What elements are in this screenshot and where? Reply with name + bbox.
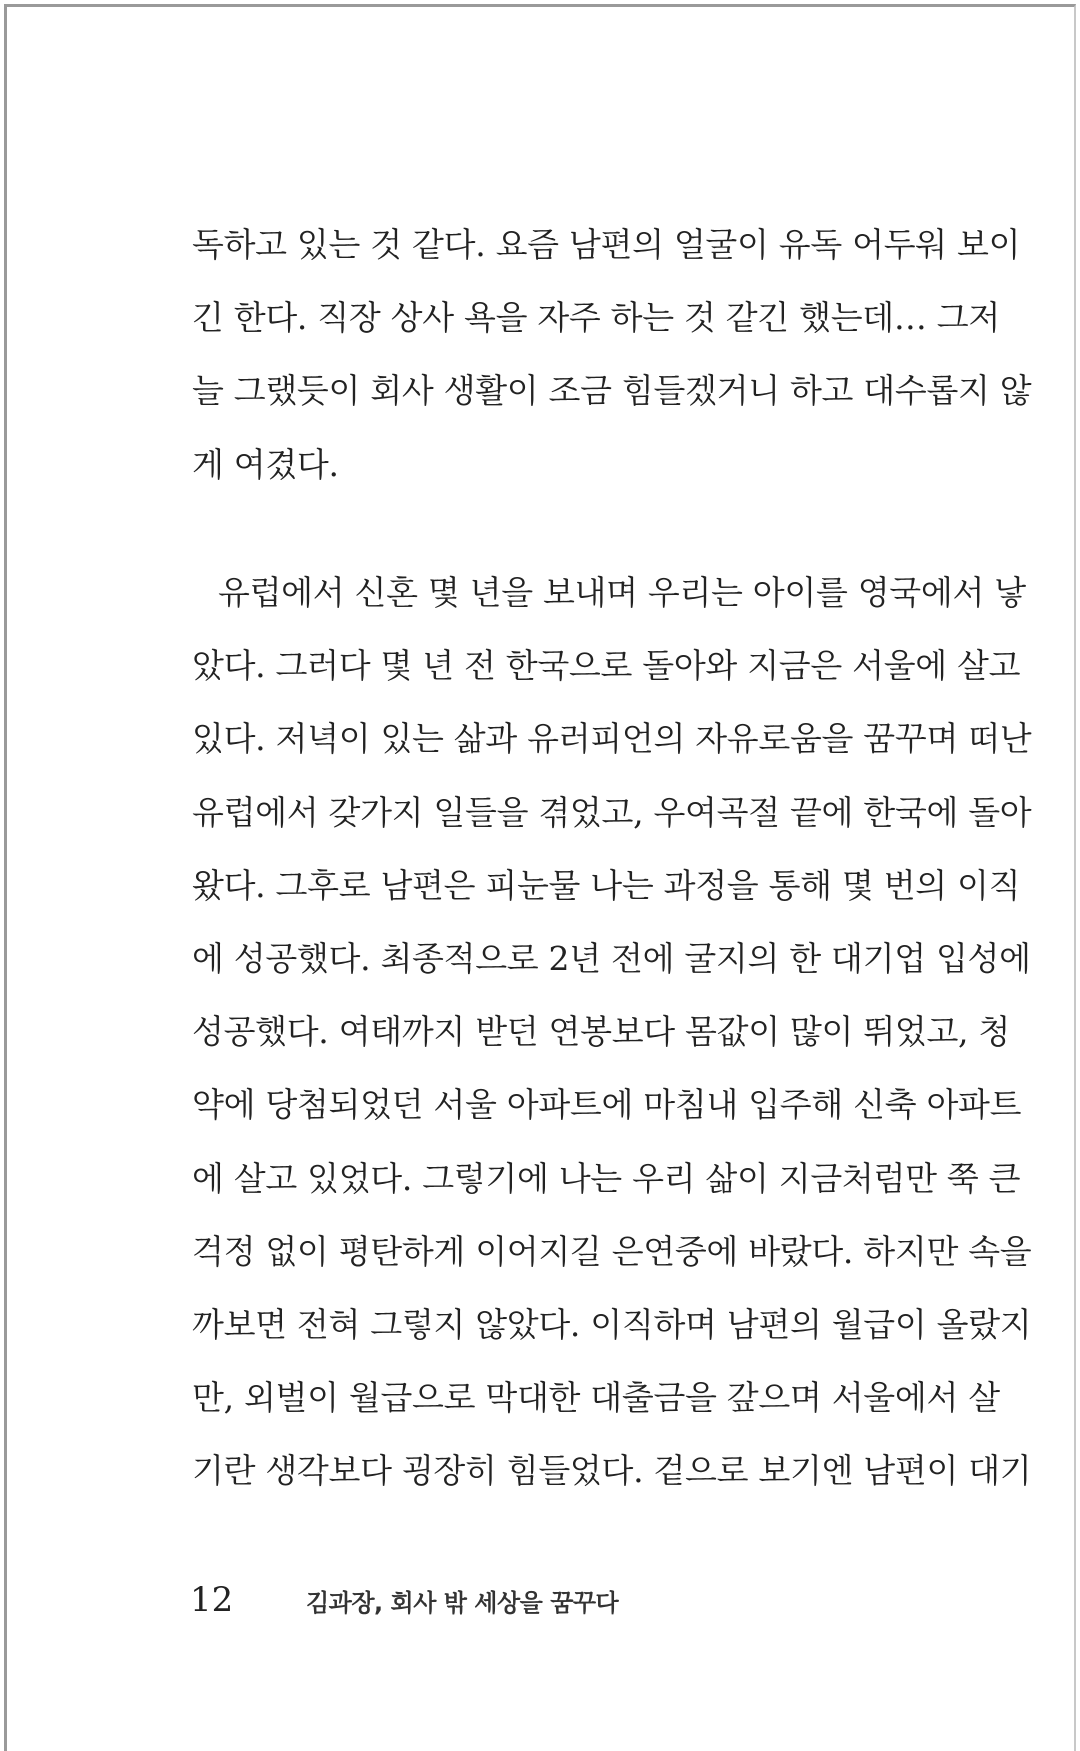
paragraph-line: 에 살고 있었다. 그렇기에 나는 우리 삶이 지금처럼만 쭉 큰 [192,1158,1021,1198]
paragraph-line: 걱정 없이 평탄하게 이어지길 은연중에 바랐다. 하지만 속을 [192,1231,1032,1271]
paragraph-line: 있다. 저녁이 있는 삶과 유러피언의 자유로움을 꿈꾸며 떠난 [192,719,1032,759]
paragraph-line: 게 여겼다. [192,444,339,484]
paragraph-line: 에 성공했다. 최종적으로 2년 전에 굴지의 한 대기업 입성에 [192,938,1031,978]
paragraph-line: 았다. 그러다 몇 년 전 한국으로 돌아와 지금은 서울에 살고 [192,646,1021,686]
paragraph-line: 까보면 전혀 그렇지 않았다. 이직하며 남편의 월급이 올랐지 [192,1304,1032,1344]
running-book-title: 김과장, 회사 밖 세상을 꿈꾸다 [306,1588,619,1617]
paragraph-line: 늘 그랬듯이 회사 생활이 조금 힘들겠거니 하고 대수롭지 않 [192,371,1032,411]
paragraph-line: 왔다. 그후로 남편은 피눈물 나는 과정을 통해 몇 번의 이직 [192,865,1021,905]
page-footer [190,1575,618,1625]
page-number: 12 [190,1580,234,1620]
paragraph-line: 만, 외벌이 월급으로 막대한 대출금을 갚으며 서울에서 살 [192,1378,1000,1418]
paragraph-line: 긴 한다. 직장 상사 욕을 자주 하는 것 같긴 했는데… 그저 [192,298,1000,338]
paragraph-line: 성공했다. 여태까지 받던 연봉보다 몸값이 많이 뛰었고, 청 [192,1012,1011,1052]
paragraph-line: 유럽에서 신혼 몇 년을 보내며 우리는 아이를 영국에서 낳 [218,573,1026,612]
paragraph-line: 기란 생각보다 굉장히 힘들었다. 겉으로 보기엔 남편이 대기 [192,1451,1032,1491]
paragraph-line: 유럽에서 갖가지 일들을 겪었고, 우여곡절 끝에 한국에 돌아 [192,792,1032,832]
paragraph-line: 독하고 있는 것 같다. 요즘 남편의 얼굴이 유독 어두워 보이 [192,225,1021,264]
paragraph-1 [192,208,1032,501]
paragraph-line: 약에 당첨되었던 서울 아파트에 마침내 입주해 신축 아파트 [192,1085,1022,1125]
paragraph-2 [192,556,1032,1507]
